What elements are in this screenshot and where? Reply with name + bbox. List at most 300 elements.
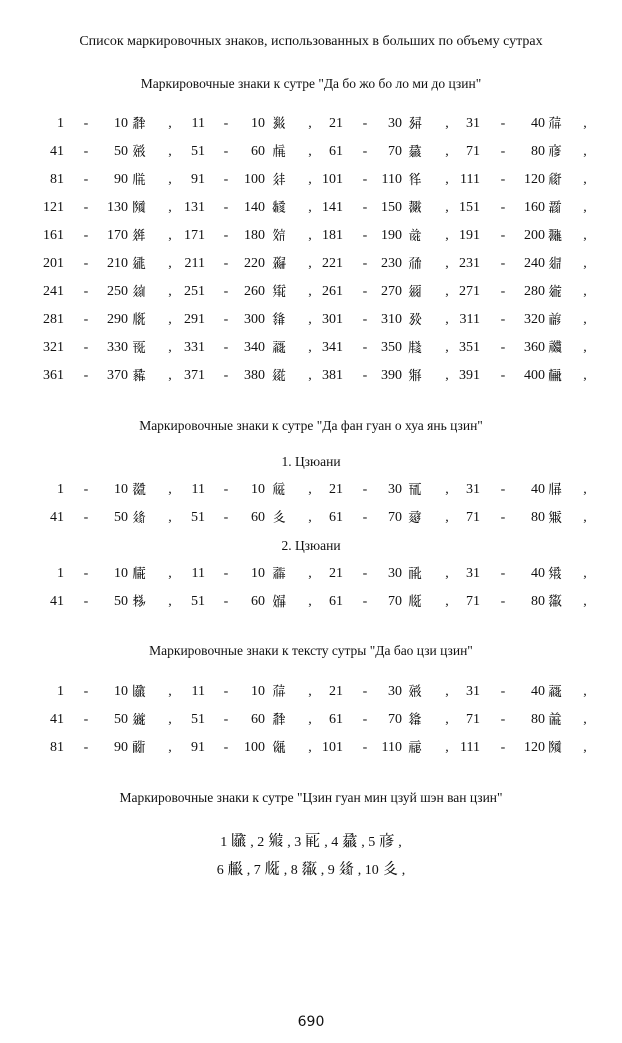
range-start: 91 [191, 172, 205, 187]
range-start: 111 [460, 740, 480, 755]
range-dash: - [362, 256, 368, 271]
tangut-character: 𗵆 [548, 200, 562, 216]
range-start: 1 [57, 116, 64, 131]
separator-comma: , [320, 835, 332, 850]
range-end: 30 [388, 566, 402, 581]
separator-comma: , [445, 594, 449, 609]
tangut-character: 𗤶 [132, 228, 146, 244]
section-heading-1: Маркировочные знаки к сутре "Да бо жо бо ло ми до цзин" [140, 76, 482, 91]
range-start: 141 [322, 200, 343, 215]
range-start: 1 [57, 482, 64, 497]
range-start: 51 [191, 712, 205, 727]
range-end: 160 [524, 200, 545, 215]
range-start: 51 [191, 144, 205, 159]
range-start: 181 [322, 228, 343, 243]
range-dash: - [223, 566, 229, 581]
section-2-subtitle-2: 2. Цзюани [281, 538, 341, 553]
range-end: 80 [531, 594, 545, 609]
range-end: 380 [244, 368, 265, 383]
separator-comma: , [308, 312, 312, 327]
range-end: 50 [114, 144, 128, 159]
range-dash: - [83, 200, 89, 215]
range-dash: - [500, 482, 506, 497]
range-start: 121 [43, 200, 64, 215]
range-end: 50 [114, 712, 128, 727]
separator-comma: , [583, 284, 587, 299]
range-dash: - [500, 594, 506, 609]
separator-comma: , [168, 566, 172, 581]
tangut-character: 𗇋 [378, 831, 395, 850]
separator-comma: , [398, 863, 406, 878]
separator-comma: , [357, 835, 369, 850]
range-dash: - [223, 482, 229, 497]
marker-number: 4 [331, 835, 339, 850]
range-end: 350 [381, 340, 402, 355]
range-dash: - [500, 740, 506, 755]
separator-comma: , [445, 368, 449, 383]
tangut-character: 𗡦 [408, 684, 422, 700]
separator-comma: , [583, 172, 587, 187]
range-start: 71 [466, 510, 480, 525]
tangut-character: 𗦻 [132, 284, 146, 300]
tangut-character: 𗢨 [382, 859, 399, 878]
table-row [0, 336, 622, 360]
range-end: 280 [524, 284, 545, 299]
range-end: 120 [524, 740, 545, 755]
range-end: 60 [251, 712, 265, 727]
separator-comma: , [308, 566, 312, 581]
separator-comma: , [168, 228, 172, 243]
separator-comma: , [583, 340, 587, 355]
range-dash: - [500, 510, 506, 525]
range-start: 41 [50, 594, 64, 609]
range-start: 371 [184, 368, 205, 383]
tangut-character: 𗀋 [408, 482, 422, 498]
tangut-character: 𗂧 [548, 740, 562, 756]
tangut-character: 𗏆 [548, 172, 562, 188]
range-start: 1 [57, 566, 64, 581]
range-end: 80 [531, 712, 545, 727]
range-start: 201 [43, 256, 64, 271]
marker-number: 5 [368, 835, 376, 850]
table-row [0, 280, 622, 304]
marker-number: 10 [364, 863, 379, 878]
range-start: 61 [329, 594, 343, 609]
range-end: 220 [244, 256, 265, 271]
range-dash: - [500, 200, 506, 215]
separator-comma: , [168, 144, 172, 159]
range-dash: - [223, 594, 229, 609]
separator-comma: , [280, 863, 291, 878]
range-dash: - [223, 284, 229, 299]
range-dash: - [83, 312, 89, 327]
tangut-character: 𗦳 [338, 859, 355, 878]
range-end: 60 [251, 594, 265, 609]
range-start: 51 [191, 594, 205, 609]
range-end: 10 [251, 482, 265, 497]
range-start: 61 [329, 510, 343, 525]
range-dash: - [83, 368, 89, 383]
range-end: 60 [251, 144, 265, 159]
separator-comma: , [308, 368, 312, 383]
separator-comma: , [168, 368, 172, 383]
table-row [0, 168, 622, 192]
separator-comma: , [583, 116, 587, 131]
range-dash: - [83, 740, 89, 755]
tangut-character: 𗙫 [548, 340, 562, 356]
range-end: 10 [114, 566, 128, 581]
separator-comma: , [445, 482, 449, 497]
separator-comma: , [583, 510, 587, 525]
range-end: 10 [114, 116, 128, 131]
table-row [0, 590, 622, 614]
range-end: 10 [251, 566, 265, 581]
tangut-character: 𗃍 [230, 831, 247, 850]
table-row [0, 708, 622, 732]
range-start: 41 [50, 712, 64, 727]
marker-number: 8 [290, 863, 298, 878]
range-start: 61 [329, 712, 343, 727]
range-dash: - [362, 200, 368, 215]
separator-comma: , [308, 712, 312, 727]
tangut-character: 𗢳 [272, 172, 286, 188]
marker-number: 1 [220, 835, 228, 850]
range-dash: - [362, 228, 368, 243]
range-end: 10 [114, 482, 128, 497]
range-end: 70 [388, 510, 402, 525]
tangut-character: 𗑗 [548, 312, 562, 328]
range-start: 241 [43, 284, 64, 299]
range-dash: - [362, 312, 368, 327]
tangut-character: 𗯰 [272, 116, 286, 132]
range-end: 110 [381, 172, 402, 187]
range-dash: - [500, 228, 506, 243]
separator-comma: , [445, 228, 449, 243]
range-dash: - [83, 712, 89, 727]
range-dash: - [500, 172, 506, 187]
range-start: 381 [322, 368, 343, 383]
range-end: 70 [388, 594, 402, 609]
tangut-character: 𗯨 [408, 228, 422, 244]
table-row [0, 308, 622, 332]
range-start: 91 [191, 740, 205, 755]
separator-comma: , [583, 594, 587, 609]
range-start: 11 [191, 482, 205, 497]
range-start: 31 [466, 482, 480, 497]
separator-comma: , [168, 284, 172, 299]
separator-comma: , [445, 116, 449, 131]
separator-comma: , [445, 144, 449, 159]
tangut-character: 𗲠 [408, 144, 422, 160]
tangut-character: 𗩱 [272, 368, 286, 384]
range-end: 40 [531, 566, 545, 581]
separator-comma: , [445, 284, 449, 299]
range-dash: - [83, 684, 89, 699]
separator-comma: , [445, 684, 449, 699]
tangut-character: 𗗙 [408, 256, 422, 272]
table-row [0, 736, 622, 760]
range-dash: - [83, 340, 89, 355]
table-row [0, 506, 622, 530]
separator-comma: , [583, 712, 587, 727]
tangut-character: 𗅋 [132, 312, 146, 328]
table-row [0, 196, 622, 220]
range-end: 80 [531, 144, 545, 159]
separator-comma: , [168, 684, 172, 699]
range-dash: - [83, 594, 89, 609]
range-dash: - [223, 740, 229, 755]
section-2-subtitle-1: 1. Цзюани [281, 454, 341, 469]
range-dash: - [500, 312, 506, 327]
tangut-character: 𗉆 [301, 859, 318, 878]
range-end: 370 [107, 368, 128, 383]
section-heading-4: Маркировочные знаки к сутре "Цзин гуан мин цзуй шэн ван цзин" [119, 790, 503, 805]
range-start: 191 [459, 228, 480, 243]
tangut-character: 𗴂 [272, 712, 286, 728]
tangut-character: 𗴂 [132, 116, 146, 132]
tangut-character: 𗍳 [548, 368, 562, 384]
separator-comma: , [317, 863, 328, 878]
separator-comma: , [168, 200, 172, 215]
range-start: 131 [184, 200, 205, 215]
section-heading-2: Маркировочные знаки к сутре "Да фан гуан о хуа янь цзин" [139, 418, 483, 433]
tangut-character: 𗗂 [408, 200, 422, 216]
range-end: 190 [381, 228, 402, 243]
separator-comma: , [168, 172, 172, 187]
range-end: 40 [531, 482, 545, 497]
range-end: 70 [388, 712, 402, 727]
range-start: 81 [50, 740, 64, 755]
range-dash: - [362, 566, 368, 581]
tangut-character: 𗋕 [272, 284, 286, 300]
marker-list-row [0, 828, 622, 854]
separator-comma: , [308, 510, 312, 525]
range-dash: - [223, 684, 229, 699]
range-dash: - [362, 284, 368, 299]
range-start: 41 [50, 144, 64, 159]
range-end: 210 [107, 256, 128, 271]
range-end: 200 [524, 228, 545, 243]
tangut-character: 𗴢 [272, 200, 286, 216]
tangut-character: 𗍫 [272, 144, 286, 160]
range-end: 400 [524, 368, 545, 383]
separator-comma: , [168, 116, 172, 131]
range-dash: - [362, 116, 368, 131]
range-dash: - [83, 172, 89, 187]
tangut-character: 𗹗 [272, 566, 286, 582]
range-dash: - [362, 510, 368, 525]
range-dash: - [223, 116, 229, 131]
range-end: 30 [388, 116, 402, 131]
separator-comma: , [445, 566, 449, 581]
tangut-character: 𗂧 [132, 200, 146, 216]
range-start: 21 [329, 684, 343, 699]
tangut-character: 𗌮 [408, 712, 422, 728]
separator-comma: , [583, 482, 587, 497]
separator-comma: , [445, 256, 449, 271]
range-dash: - [500, 340, 506, 355]
separator-comma: , [583, 368, 587, 383]
range-start: 31 [466, 566, 480, 581]
tangut-character: 𗲅 [132, 368, 146, 384]
separator-comma: , [308, 340, 312, 355]
range-end: 60 [251, 510, 265, 525]
table-row [0, 562, 622, 586]
range-start: 331 [184, 340, 205, 355]
tangut-character: 𗋘 [548, 510, 562, 526]
table-row [0, 252, 622, 276]
range-dash: - [223, 510, 229, 525]
range-dash: - [500, 684, 506, 699]
marker-number: 7 [253, 863, 261, 878]
range-dash: - [223, 312, 229, 327]
range-dash: - [223, 200, 229, 215]
tangut-character: 𗑱 [548, 712, 562, 728]
range-end: 10 [114, 684, 128, 699]
range-end: 180 [244, 228, 265, 243]
separator-comma: , [583, 740, 587, 755]
range-end: 340 [244, 340, 265, 355]
tangut-character: 𗘅 [272, 256, 286, 272]
range-end: 270 [381, 284, 402, 299]
table-row [0, 140, 622, 164]
range-dash: - [223, 340, 229, 355]
range-end: 310 [381, 312, 402, 327]
range-start: 31 [466, 116, 480, 131]
range-start: 31 [466, 684, 480, 699]
range-end: 320 [524, 312, 545, 327]
range-start: 101 [322, 740, 343, 755]
range-dash: - [500, 368, 506, 383]
tangut-character: 𗅉 [264, 859, 281, 878]
range-start: 71 [466, 144, 480, 159]
marker-number: 9 [327, 863, 335, 878]
range-end: 120 [524, 172, 545, 187]
tangut-character: 𗉘 [408, 116, 422, 132]
range-end: 300 [244, 312, 265, 327]
range-end: 260 [244, 284, 265, 299]
separator-comma: , [394, 835, 402, 850]
range-start: 21 [329, 566, 343, 581]
range-dash: - [362, 482, 368, 497]
range-dash: - [223, 256, 229, 271]
range-start: 71 [466, 712, 480, 727]
table-row [0, 478, 622, 502]
range-start: 81 [50, 172, 64, 187]
tangut-character: 𗼻 [272, 228, 286, 244]
separator-comma: , [583, 684, 587, 699]
range-end: 30 [388, 482, 402, 497]
tangut-character: 𗇋 [548, 144, 562, 160]
tangut-character: 𗹙 [272, 340, 286, 356]
range-start: 351 [459, 340, 480, 355]
separator-comma: , [308, 482, 312, 497]
range-end: 50 [114, 594, 128, 609]
range-dash: - [83, 116, 89, 131]
range-start: 271 [459, 284, 480, 299]
marker-list-row [0, 856, 622, 882]
tangut-character: 𗢨 [272, 510, 286, 526]
range-start: 361 [43, 368, 64, 383]
table-row [0, 364, 622, 388]
range-end: 90 [114, 740, 128, 755]
separator-comma: , [308, 172, 312, 187]
range-start: 21 [329, 116, 343, 131]
range-start: 301 [322, 312, 343, 327]
separator-comma: , [583, 256, 587, 271]
range-start: 391 [459, 368, 480, 383]
tangut-character: 𗨁 [548, 284, 562, 300]
range-end: 10 [251, 116, 265, 131]
range-dash: - [223, 144, 229, 159]
range-end: 40 [531, 684, 545, 699]
range-start: 51 [191, 510, 205, 525]
range-end: 390 [381, 368, 402, 383]
range-dash: - [223, 712, 229, 727]
separator-comma: , [168, 594, 172, 609]
tangut-character: 𗠁 [132, 740, 146, 756]
range-start: 211 [184, 256, 205, 271]
range-dash: - [83, 566, 89, 581]
range-start: 281 [43, 312, 64, 327]
range-dash: - [83, 482, 89, 497]
range-start: 151 [459, 200, 480, 215]
range-end: 240 [524, 256, 545, 271]
marker-number: 6 [216, 863, 224, 878]
range-start: 61 [329, 144, 343, 159]
table-row [0, 112, 622, 136]
tangut-character: 𗋚 [267, 831, 284, 850]
tangut-character: 𗹦 [408, 340, 422, 356]
tangut-character: 𗋽 [548, 566, 562, 582]
range-start: 161 [43, 228, 64, 243]
range-dash: - [362, 368, 368, 383]
separator-comma: , [168, 712, 172, 727]
range-dash: - [500, 566, 506, 581]
range-dash: - [223, 368, 229, 383]
separator-comma: , [308, 200, 312, 215]
range-end: 50 [114, 510, 128, 525]
separator-comma: , [583, 228, 587, 243]
tangut-character: 𗡦 [132, 144, 146, 160]
separator-comma: , [445, 172, 449, 187]
separator-comma: , [243, 863, 254, 878]
tangut-character: 𗤋 [548, 256, 562, 272]
range-start: 291 [184, 312, 205, 327]
range-end: 40 [531, 116, 545, 131]
section-heading-3: Маркировочные знаки к тексту сутры "Да бао цзи цзин" [149, 643, 473, 658]
range-end: 230 [381, 256, 402, 271]
separator-comma: , [445, 510, 449, 525]
range-dash: - [362, 712, 368, 727]
range-dash: - [83, 510, 89, 525]
table-row [0, 224, 622, 248]
marker-number: 2 [257, 835, 265, 850]
tangut-character: 𗃍 [132, 684, 146, 700]
separator-comma: , [445, 312, 449, 327]
tangut-character: 𗗚 [548, 116, 562, 132]
range-end: 330 [107, 340, 128, 355]
range-end: 290 [107, 312, 128, 327]
range-start: 11 [191, 566, 205, 581]
range-dash: - [500, 256, 506, 271]
range-dash: - [83, 256, 89, 271]
range-start: 71 [466, 594, 480, 609]
tangut-character: 𗍷 [408, 566, 422, 582]
tangut-character: 𗦳 [132, 510, 146, 526]
range-end: 70 [388, 144, 402, 159]
tangut-character: 𗀄 [304, 831, 321, 850]
